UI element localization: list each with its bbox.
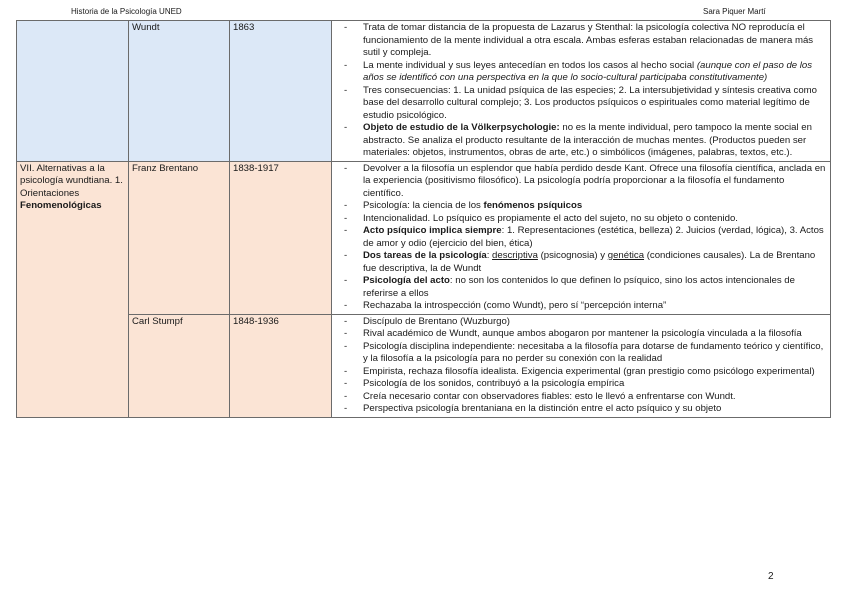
section-title-cell: [17, 161, 129, 417]
table-row: [17, 21, 831, 162]
section-title: VII. Alternativas a la psicología wundtiana. 1. Orientaciones: [20, 162, 123, 199]
list-item: - Trata de tomar distancia de la propuesta de Lazarus y Stenthal: la psicología colectiva NO reproducía el funcionamiento de la mente individual a otra escala. Ambas esferas estaban relacionadas de manera más sutil y compleja.: [363, 22, 827, 60]
notes-cell: [332, 314, 831, 417]
list-item: - Creía necesario contar con observadores fiables: esto le llevó a enfrentarse con Wundt.: [363, 391, 827, 404]
table-row: [17, 161, 831, 314]
list-item: - La mente individual y sus leyes antecedían en todos los casos al hecho social (aunque con el paso de los años se identificó con una perspectiva en la que lo socio-cultural participaba constitutivamente): [363, 60, 827, 85]
content-table: [16, 20, 831, 418]
header-left: Historia de la Psicología UNED: [71, 7, 182, 16]
years-cell: 1838-1917: [230, 161, 332, 314]
list-item: - Objeto de estudio de la Völkerpsychologie: no es la mente individual, pero tampoco la mente social en abstracto. Se analiza el producto resultante de la interacción de muchas mentes. (Productos pueden ser materiales: objetos, instrumentos, obras de arte, etc.) o simbólicos (imágenes, palabras, textos, etc.).: [363, 122, 827, 160]
section-cell-empty: [17, 21, 129, 162]
notes-cell: [332, 21, 831, 162]
list-item: - Psicología del acto: no son los contenidos lo que definen lo psíquico, sino los actos intencionales de referirse a ellos: [363, 275, 827, 300]
list-item: - Intencionalidad. Lo psíquico es propiamente el acto del sujeto, no su objeto o contenido.: [363, 213, 827, 226]
author-cell: Franz Brentano: [129, 161, 230, 314]
list-item: - Tres consecuencias: 1. La unidad psíquica de las especies; 2. La intersubjetividad y síntesis creativa como base del desarrollo cultural complejo; 3. Los productos psíquicos o espirituales como material legítimo de estudio psicológico.: [363, 85, 827, 123]
years-cell: 1863: [230, 21, 332, 162]
table-row: [17, 314, 831, 417]
list-item: - Perspectiva psicología brentaniana en la distinción entre el acto psíquico y su objeto: [363, 403, 827, 416]
list-item: - Discípulo de Brentano (Wuzburgo): [363, 316, 827, 329]
years-cell: 1848-1936: [230, 314, 332, 417]
list-item: - Acto psíquico implica siempre: 1. Representaciones (estética, belleza) 2. Juicios (verdad, lógica), 3. Actos de amor y odio (ejercicio del bien, ética): [363, 225, 827, 250]
list-item: - Psicología de los sonidos, contribuyó a la psicología empírica: [363, 378, 827, 391]
list-item: - Rival académico de Wundt, aunque ambos abogaron por mantener la psicología vinculada a la filosofía: [363, 328, 827, 341]
section-title-bold: Fenomenológicas: [20, 200, 102, 211]
list-item: - Dos tareas de la psicología: descriptiva (psicognosia) y genética (condiciones causales). La de Brentano fue descriptiva, la de Wundt: [363, 250, 827, 275]
author-cell: Carl Stumpf: [129, 314, 230, 417]
list-item: - Devolver a la filosofía un esplendor que había perdido desde Kant. Ofrece una filosofía científica, anclada en la experiencia (positivismo filosófico). La psicología podría proporcionar a la filosofía el fundamento científico.: [363, 163, 827, 201]
list-item: - Empirista, rechaza filosofía idealista. Exigencia experimental (gran prestigio como psicólogo experimental): [363, 366, 827, 379]
list-item: - Psicología disciplina independiente: necesitaba a la filosofía para dotarse de fundamento teórico y científico, y la filosofía a la psicología para no perder su conexión con la realidad: [363, 341, 827, 366]
notes-cell: [332, 161, 831, 314]
list-item: - Rechazaba la introspección (como Wundt), pero sí “percepción interna”: [363, 300, 827, 313]
page-number: 2: [768, 571, 774, 582]
header-right: Sara Piquer Martí: [703, 7, 766, 16]
list-item: - Psicología: la ciencia de los fenómenos psíquicos: [363, 200, 827, 213]
author-cell: Wundt: [129, 21, 230, 162]
